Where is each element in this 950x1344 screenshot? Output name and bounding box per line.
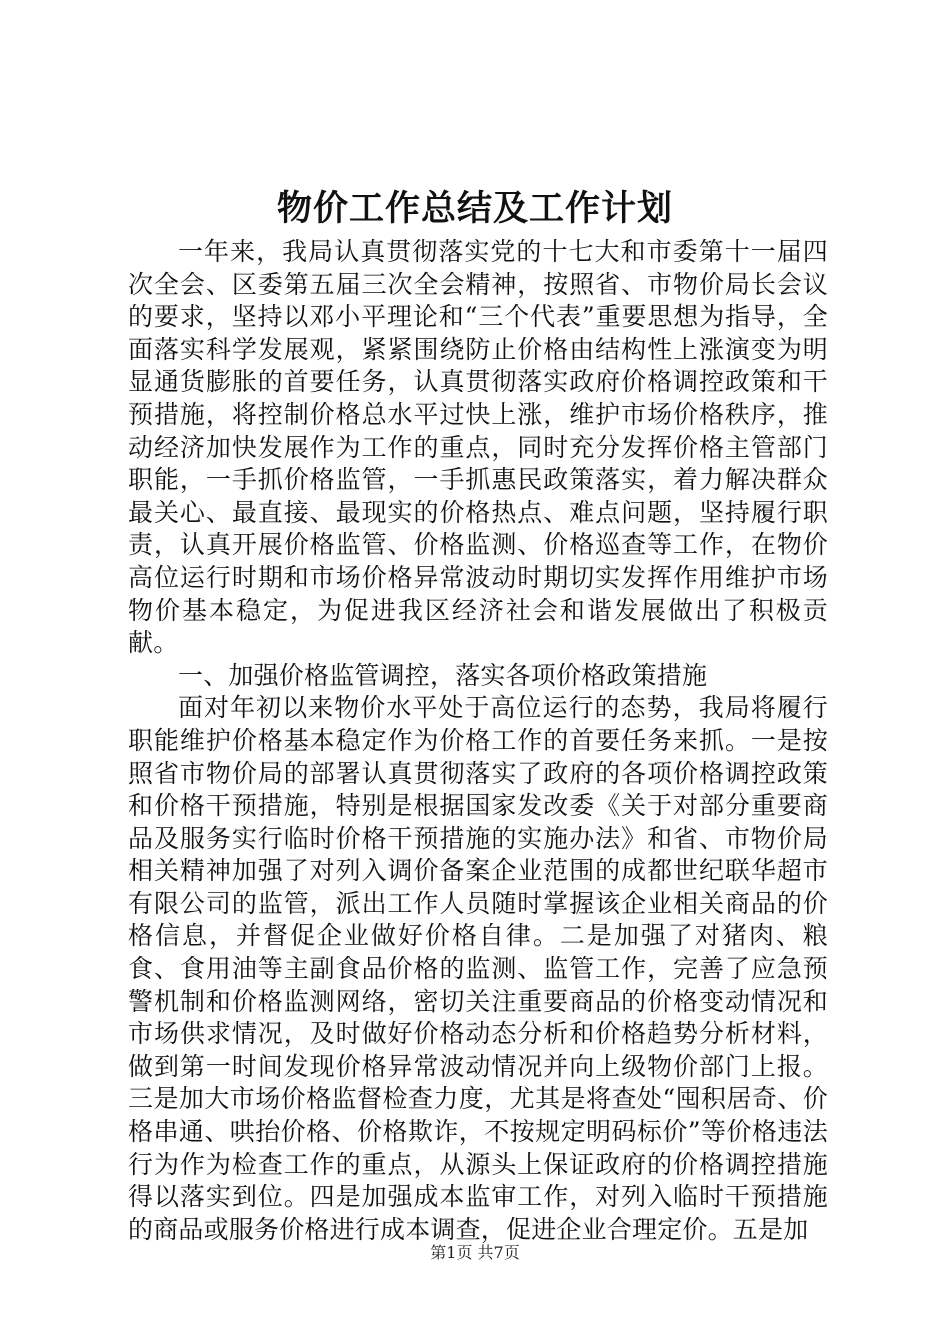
paragraph-intro: 一年来，我局认真贯彻落实党的十七大和市委第十一届四次全会、区委第五届三次全会精神，按照省、市物价局长会议的要求，坚持以邓小平理论和“三个代表”重要思想为指导，全面落实科学发展观，紧紧围绕防止价格由结构性上涨演变为明显通货膨胀的首要任务，认真贯彻落实政府价格调控政策和干预措施，将控制价格总水平过快上涨，维护市场价格秩序，推动经济加快发展作为工作的重点，同时充分发挥价格主管部门职能，一手抓价格监管，一手抓惠民政策落实，着力解决群众最关心、最直接、最现实的价格热点、难点问题，坚持履行职责，认真开展价格监管、价格监测、价格巡查等工作，在物价高位运行时期和市场价格异常波动时期切实发挥作用维护市场物价基本稳定，为促进我区经济社会和谐发展做出了积极贡献。 <box>128 237 828 658</box>
page-footer: 第1页 共7页 <box>430 1243 520 1262</box>
section-heading-1: 一、加强价格监管调控，落实各项价格政策措施 <box>178 660 708 690</box>
document-body <box>128 236 828 1246</box>
document-title: 物价工作总结及工作计划 <box>276 188 673 229</box>
paragraph-section-1: 面对年初以来物价水平处于高位运行的态势，我局将履行职能维护价格基本稳定作为价格工作的首要任务来抓。一是按照省市物价局的部署认真贯彻落实了政府的各项价格调控政策和价格干预措施，特别是根据国家发改委《关于对部分重要商品及服务实行临时价格干预措施的实施办法》和省、市物价局相关精神加强了对列入调价备案企业范围的成都世纪联华超市有限公司的监管，派出工作人员随时掌握该企业相关商品的价格信息，并督促企业做好价格自律。二是加强了对猪肉、粮食、食用油等主副食品价格的监测、监管工作，完善了应急预警机制和价格监测网络，密切关注重要商品的价格变动情况和市场供求情况，及时做好价格动态分析和价格趋势分析材料，做到第一时间发现价格异常波动情况并向上级物价部门上报。三是加大市场价格监督检查力度，尤其是将查处“囤积居奇、价格串通、哄抬价格、价格欺诈，不按规定明码标价”等价格违法行为作为检查工作的重点，从源头上保证政府的价格调控措施得以落实到位。四是加强成本监审工作，对列入临时干预措施的商品或服务价格进行成本调查，促进企业合理定价。五是加 <box>128 693 828 1244</box>
